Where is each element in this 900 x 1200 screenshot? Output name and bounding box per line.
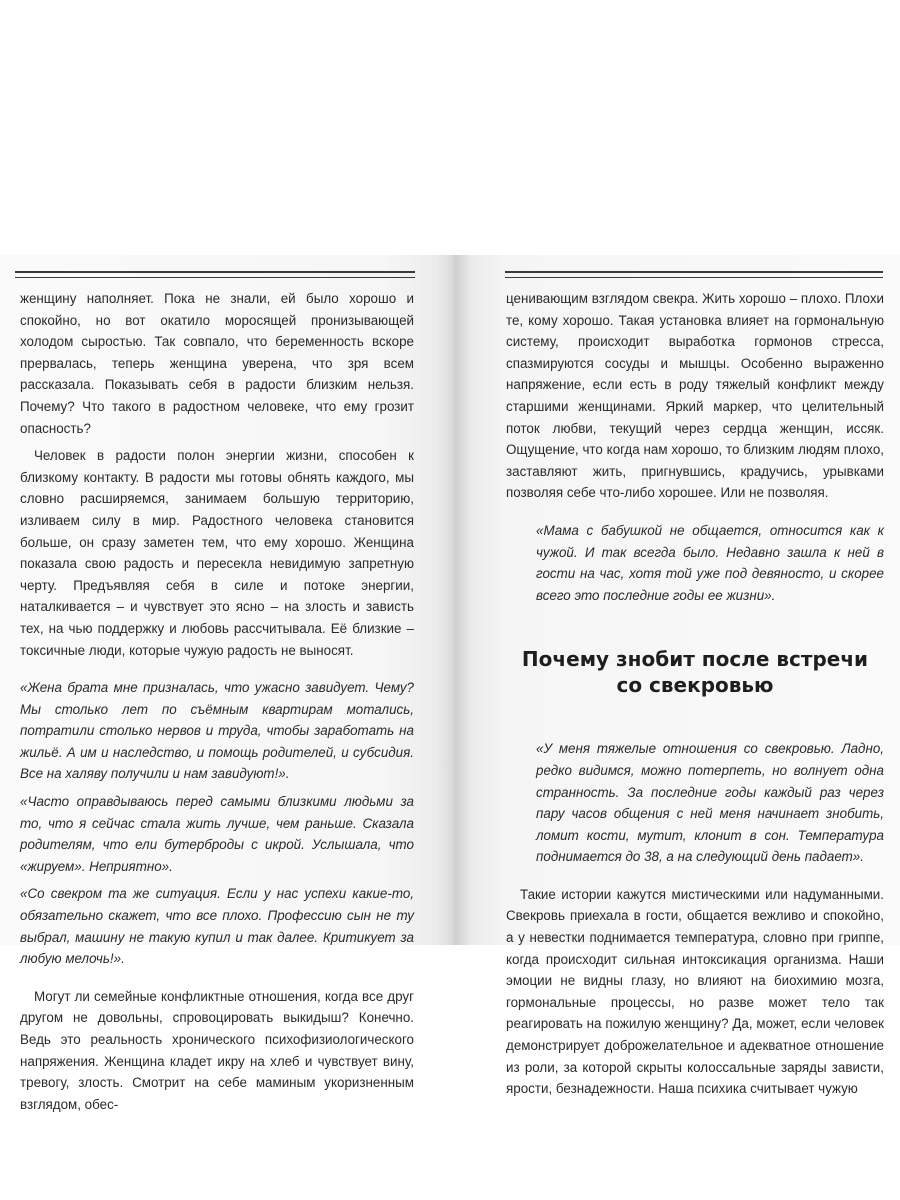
quote: «Жена брата мне призналась, что ужасно завидует. Чему? Мы столько лет по съёмным квартирам мотались, потратили столько нервов и труда, чтобы заработать на жильё. А им и наследство, и помощь родителей, и субсидия. Все на халяву получили и нам завидуют!». — [20, 680, 414, 782]
paragraph: ценивающим взглядом свекра. Жить хорошо – плохо. Плохи те, кому хорошо. Такая установка влияет на гормональную систему, происходит выработка гормонов стресса, спазмируются сосуды и мышцы. Особенно выраженно напряжение, если есть в роду тяжелый конфликт между старшими женщинами. Яркий маркер, что целительный поток любви, текущий через сердца женщин, иссяк. Ощущение, что когда нам хорошо, то близким людям плохо, заставляют жить, пригнувшись, крадучись, урывками позволяя себе что-либо хорошее. Или не позволяя. — [506, 291, 884, 501]
book-gutter-shadow — [436, 255, 472, 945]
left-column — [20, 288, 414, 1115]
section-heading: Почему знобит после встречи со свекровью — [521, 647, 869, 698]
paragraph: Могут ли семейные конфликтные отношения, когда все друг другом не довольны, спровоцировать выкидыш? Конечно. Ведь это реальность хронического психофизиологического напряжения. Женщина кладет икру на хлеб и чувствует вину, тревогу, злость. Смотрит на себе маминым укоризненным взглядом, обес- — [20, 988, 414, 1112]
right-column — [506, 288, 884, 1100]
quote: «У меня тяжелые отношения со свекровью. Ладно, редко видимся, можно потерпеть, но волнует одна странность. За последние годы каждый раз через пару часов общения с ней меня начинает знобить, ломит кости, мутит, клонит в сон. Температура поднимается до 38, а на следующий день падает». — [536, 741, 884, 865]
right-header-rule — [505, 271, 883, 278]
paragraph: Такие истории кажутся мистическими или надуманными. Свекровь приехала в гости, общается вежливо и спокойно, а у невестки поднимается температура, словно при гриппе, когда происходит сильная интоксикация организма. Наши эмоции не видны глазу, но влияют на биохимию мозга, гормональные процессы, но разве может тело так реагировать на пожилую женщину? Да, может, если человек демонстрирует доброжелательное и адекватное отношение из роли, за которой скрыты колоссальные заряды зависти, ярости, безнадежности. Наша психика считывает чужую — [506, 886, 884, 1097]
left-header-rule — [15, 271, 415, 278]
quote: «Со свекром та же ситуация. Если у нас успехи какие-то, обязательно скажет, что все плохо. Профессию сын не ту выбрал, машину не такую купил и так далее. Критикует за любую мелочь!». — [20, 886, 414, 967]
quote: «Часто оправдываюсь перед самыми близкими людьми за то, что я сейчас стала жить лучше, чем раньше. Сказала родителям, что ели бутерброды с икрой. Услышала, что «жируем». Неприятно». — [20, 794, 414, 874]
paragraph: женщину наполняет. Пока не знали, ей было хорошо и спокойно, но вот окатило моросящей пронизывающей холодом сыростью. Так совпало, что беременность вскоре прервалась, теперь женщина уверена, что зря всем рассказала. Показывать себя в радости близким нельзя. Почему? Что такого в радостном человеке, что ему грозит опасность? — [20, 291, 414, 436]
quote: «Мама с бабушкой не общается, относится как к чужой. И так всегда было. Недавно зашла к ней в гости на час, хотя той уже под девяносто, и скорее всего это последние годы ее жизни». — [536, 522, 884, 603]
paragraph: Человек в радости полон энергии жизни, способен к близкому контакту. В радости мы готовы обнять каждого, мы словно расширяемся, занимаем большую территорию, изливаем силу в мир. Радостного человека становится больше, он сразу заметен тем, что ему хорошо. Женщина показала свою радость и пересекла невидимую запретную черту. Предъявляя себя в силе и потоке энергии, наталкивается – и чувствует это ясно – на злость и зависть тех, на чью поддержку и любовь рассчитывала. Её близкие – токсичные люди, которые чужую радость не выносят. — [20, 448, 414, 658]
